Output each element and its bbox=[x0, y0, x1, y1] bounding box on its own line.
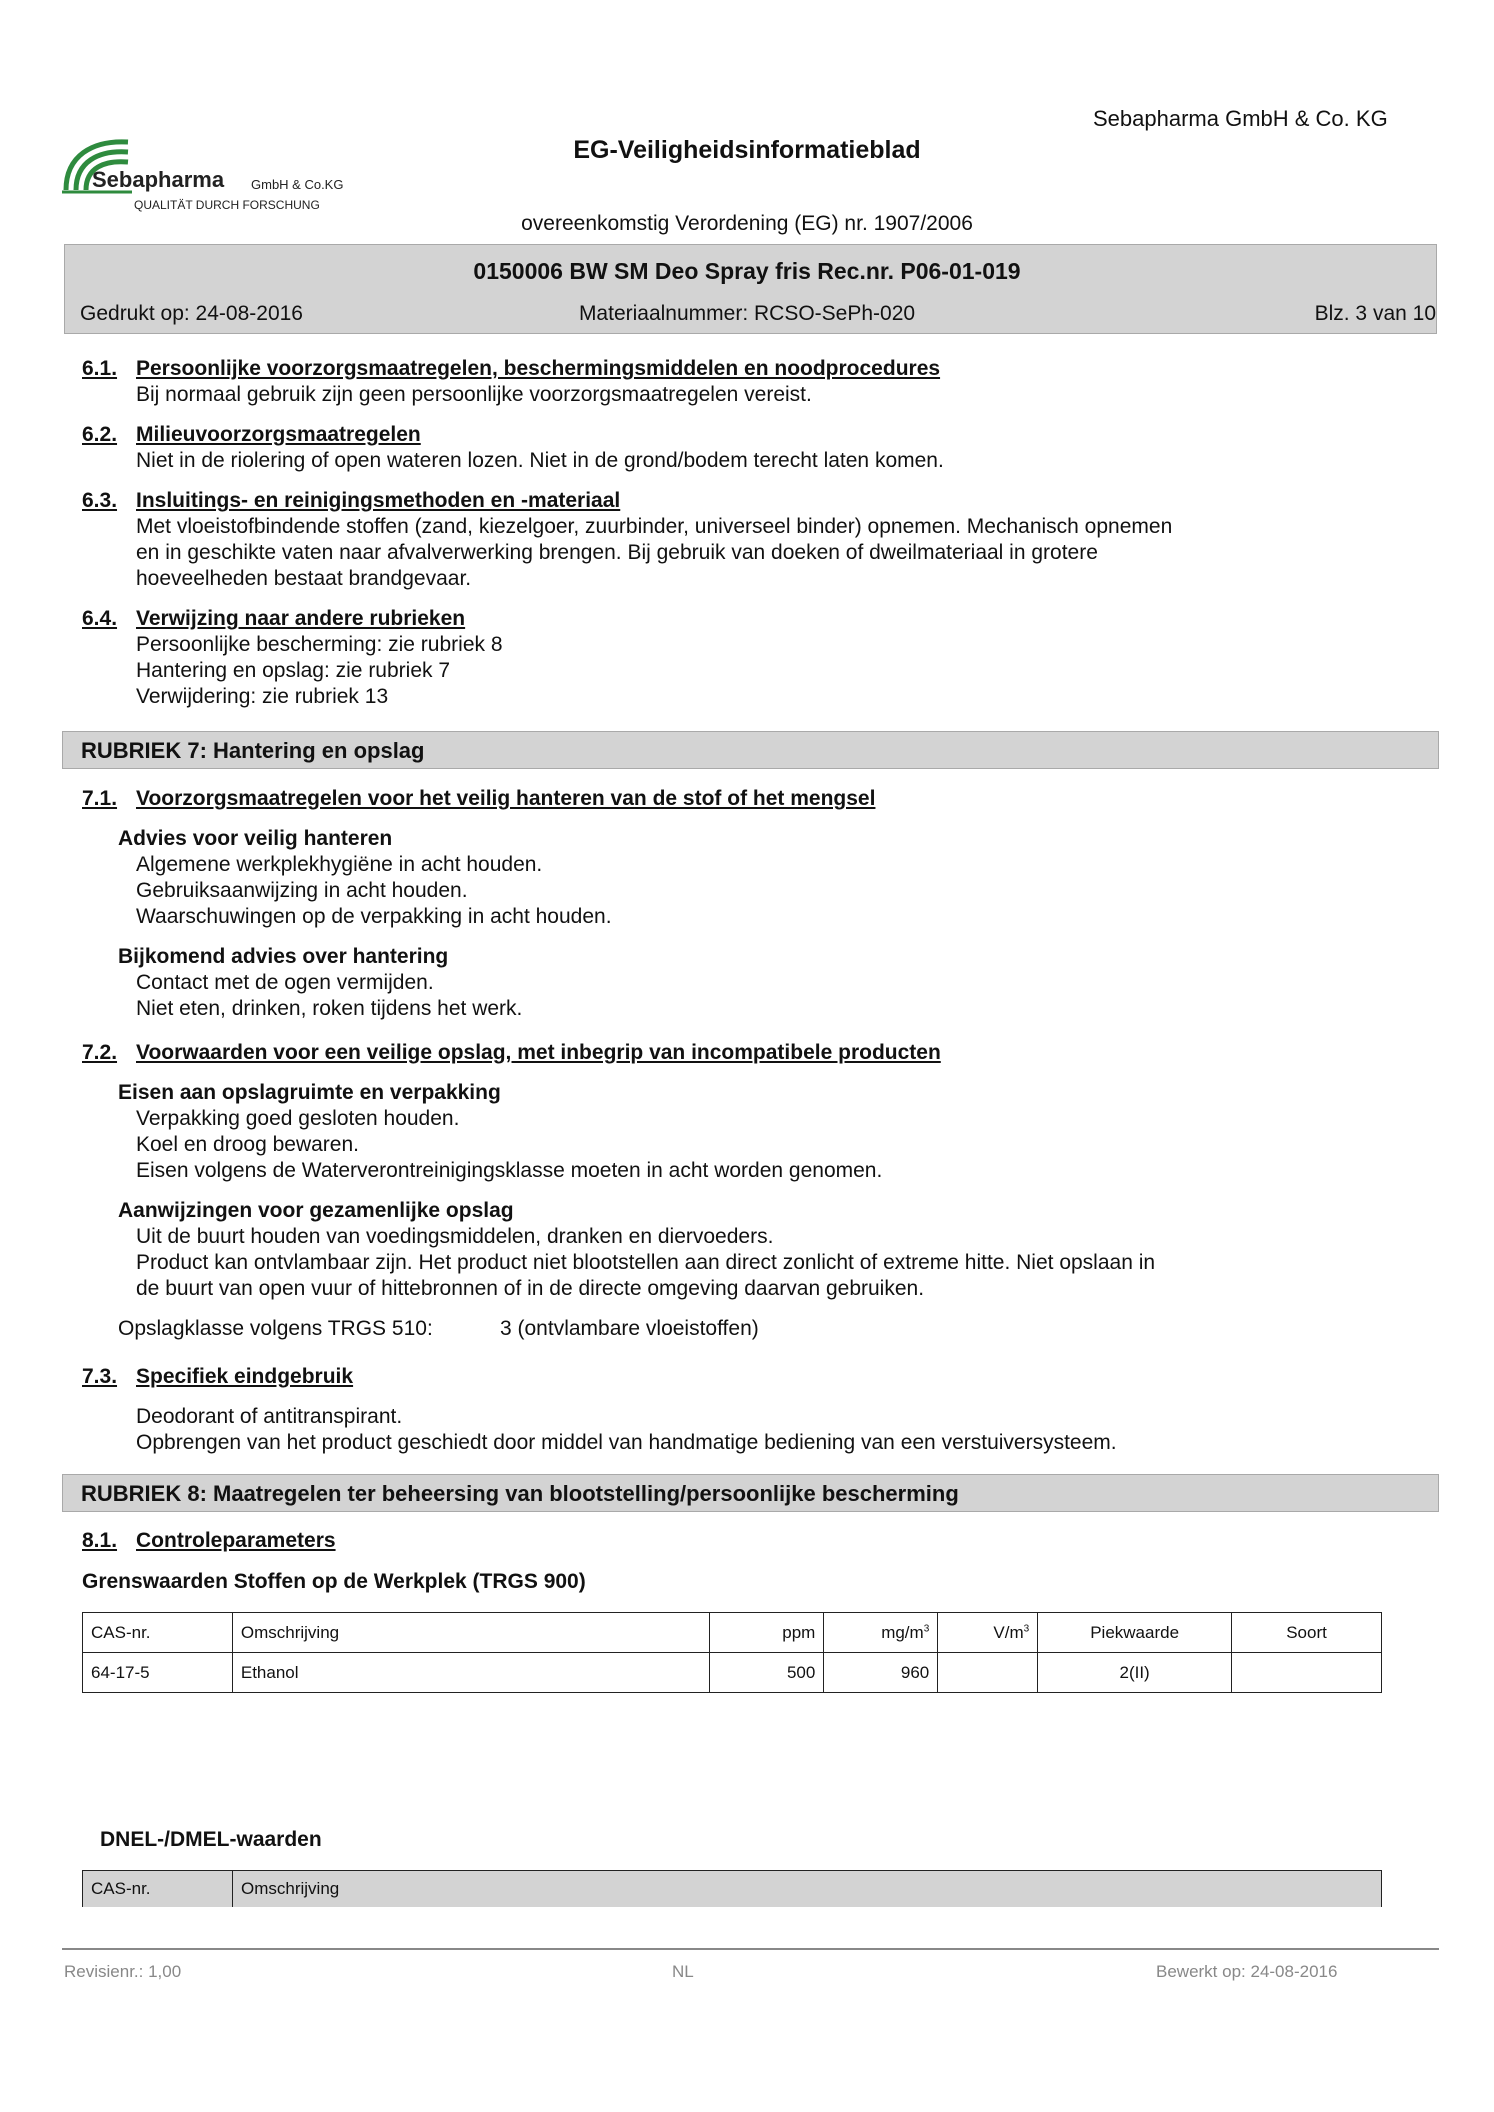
unit-label: mg/m bbox=[881, 1622, 924, 1642]
table-header-row bbox=[83, 1613, 1382, 1653]
text-line: Product kan ontvlambaar zijn. Het product niet blootstellen aan direct zonlicht of extreme hitte. Niet opslaan in bbox=[136, 1251, 1156, 1274]
exposure-limits-table bbox=[82, 1612, 1382, 1693]
text-line: Contact met de ogen vermijden. bbox=[136, 971, 434, 994]
text-line: Koel en droog bewaren. bbox=[136, 1133, 359, 1156]
header-cell-type: Soort bbox=[1232, 1613, 1382, 1653]
cell-ppm: 500 bbox=[710, 1653, 824, 1693]
text-line: en in geschikte vaten naar afvalverwerking brengen. Bij gebruik van doeken of dweilmateriaal in grotere bbox=[136, 541, 1098, 564]
header-cell-ppm: ppm bbox=[710, 1613, 824, 1653]
section-title: Insluitings- en reinigingsmethoden en -materiaal bbox=[136, 489, 621, 512]
text-line: Uit de buurt houden van voedingsmiddelen, dranken en diervoeders. bbox=[136, 1225, 774, 1248]
text-line: de buurt van open vuur of hittebronnen of in de directe omgeving daarvan gebruiken. bbox=[136, 1277, 925, 1300]
logo-tagline: QUALITÄT DURCH FORSCHUNG bbox=[134, 198, 320, 212]
text-line: Persoonlijke bescherming: zie rubriek 8 bbox=[136, 633, 503, 656]
section-title: Persoonlijke voorzorgsmaatregelen, beschermingsmiddelen en noodprocedures bbox=[136, 357, 941, 380]
section-title: Voorwaarden voor een veilige opslag, met inbegrip van incompatibele producten bbox=[136, 1041, 941, 1064]
logo-gmbh: GmbH & Co.KG bbox=[251, 177, 344, 192]
unit-superscript: 3 bbox=[923, 1622, 930, 1634]
logo-name: Sebapharma bbox=[92, 167, 225, 192]
cell-description: Ethanol bbox=[232, 1653, 710, 1693]
header-cell-cas: CAS-nr. bbox=[83, 1871, 233, 1907]
cell-cas: 64-17-5 bbox=[83, 1653, 233, 1693]
unit-label: V/m bbox=[993, 1622, 1024, 1642]
text-line: hoeveelheden bestaat brandgevaar. bbox=[136, 567, 472, 590]
document-title: EG-Veiligheidsinformatieblad bbox=[573, 136, 921, 164]
section-title: Controleparameters bbox=[136, 1529, 336, 1552]
section-title: Milieuvoorzorgsmaatregelen bbox=[136, 423, 421, 446]
table-row bbox=[83, 1653, 1382, 1693]
text-line: Waarschuwingen op de verpakking in acht houden. bbox=[136, 905, 612, 928]
limits-heading: Grenswaarden Stoffen op de Werkplek (TRGS 900) bbox=[82, 1570, 586, 1593]
section-number: 7.2. bbox=[82, 1041, 118, 1064]
dnel-table bbox=[82, 1870, 1382, 1907]
text-line: Hantering en opslag: zie rubriek 7 bbox=[136, 659, 451, 682]
text-line: Eisen volgens de Waterverontreinigingsklasse moeten in acht worden genomen. bbox=[136, 1159, 883, 1182]
text-line: Opbrengen van het product geschiedt door middel van handmatige bediening van een verstuiversysteem. bbox=[136, 1431, 1117, 1454]
subheading: Bijkomend advies over hantering bbox=[118, 945, 449, 968]
section-number: 6.3. bbox=[82, 489, 118, 512]
section-band-title: RUBRIEK 8: Maatregelen ter beheersing van blootstelling/persoonlijke bescherming bbox=[81, 1481, 959, 1506]
section-title: Voorzorgsmaatregelen voor het veilig hanteren van de stof of het mengsel bbox=[136, 787, 876, 810]
header-cell-peak: Piekwaarde bbox=[1038, 1613, 1232, 1653]
section-number: 6.1. bbox=[82, 357, 118, 380]
text-line: Deodorant of antitranspirant. bbox=[136, 1405, 403, 1428]
printed-date: Gedrukt op: 24-08-2016 bbox=[80, 302, 303, 325]
header-cell-description: Omschrijving bbox=[232, 1613, 710, 1653]
text-line: Niet eten, drinken, roken tijdens het werk. bbox=[136, 997, 523, 1020]
table-header-row bbox=[83, 1871, 1382, 1907]
unit-superscript: 3 bbox=[1023, 1622, 1030, 1634]
storage-class-value: 3 (ontvlambare vloeistoffen) bbox=[500, 1317, 759, 1340]
company-name: Sebapharma GmbH & Co. KG bbox=[1093, 106, 1388, 131]
header-cell-cas: CAS-nr. bbox=[83, 1613, 233, 1653]
revision-number: Revisienr.: 1,00 bbox=[64, 1962, 182, 1981]
cell-vm3 bbox=[938, 1653, 1038, 1693]
dnel-heading: DNEL-/DMEL-waarden bbox=[100, 1828, 322, 1851]
section-number: 6.2. bbox=[82, 423, 118, 446]
text-line: Algemene werkplekhygiëne in acht houden. bbox=[136, 853, 543, 876]
cell-type bbox=[1232, 1653, 1382, 1693]
text-line: Gebruiksaanwijzing in acht houden. bbox=[136, 879, 468, 902]
text-line: Verwijdering: zie rubriek 13 bbox=[136, 685, 389, 708]
document-subtitle: overeenkomstig Verordening (EG) nr. 1907/2006 bbox=[521, 212, 973, 235]
header-cell-description: Omschrijving bbox=[233, 1871, 1382, 1907]
page-number: Blz. 3 van 10 bbox=[1314, 302, 1436, 325]
text-line: Bij normaal gebruik zijn geen persoonlijke voorzorgsmaatregelen vereist. bbox=[136, 383, 812, 406]
cell-mgm3: 960 bbox=[824, 1653, 938, 1693]
section-number: 8.1. bbox=[82, 1529, 118, 1552]
subheading: Eisen aan opslagruimte en verpakking bbox=[118, 1081, 501, 1104]
section-8-band bbox=[62, 1474, 1439, 1512]
footer-divider bbox=[62, 1948, 1439, 1950]
text-line: Verpakking goed gesloten houden. bbox=[136, 1107, 460, 1130]
material-number: Materiaalnummer: RCSO-SePh-020 bbox=[578, 302, 916, 325]
storage-class-label: Opslagklasse volgens TRGS 510: bbox=[118, 1317, 433, 1340]
section-number: 7.1. bbox=[82, 787, 118, 810]
section-number: 6.4. bbox=[82, 607, 118, 630]
text-line: Niet in de riolering of open wateren lozen. Niet in de grond/bodem terecht laten komen. bbox=[136, 449, 944, 472]
header-cell-vm3 bbox=[938, 1613, 1038, 1653]
language-code: NL bbox=[672, 1962, 694, 1981]
section-band-title: RUBRIEK 7: Hantering en opslag bbox=[81, 738, 425, 763]
product-name: 0150006 BW SM Deo Spray fris Rec.nr. P06-01-019 bbox=[473, 258, 1021, 284]
section-title: Specifiek eindgebruik bbox=[136, 1365, 354, 1388]
header-cell-mgm3 bbox=[824, 1613, 938, 1653]
section-number: 7.3. bbox=[82, 1365, 118, 1388]
section-title: Verwijzing naar andere rubrieken bbox=[136, 607, 466, 630]
edited-date: Bewerkt op: 24-08-2016 bbox=[1156, 1962, 1338, 1981]
cell-peak: 2(II) bbox=[1038, 1653, 1232, 1693]
text-line: Met vloeistofbindende stoffen (zand, kiezelgoer, zuurbinder, universeel binder) opnemen. Mechanisch opnemen bbox=[136, 515, 1173, 538]
subheading: Aanwijzingen voor gezamenlijke opslag bbox=[118, 1199, 514, 1222]
subheading: Advies voor veilig hanteren bbox=[118, 827, 393, 850]
section-7-band bbox=[62, 731, 1439, 769]
